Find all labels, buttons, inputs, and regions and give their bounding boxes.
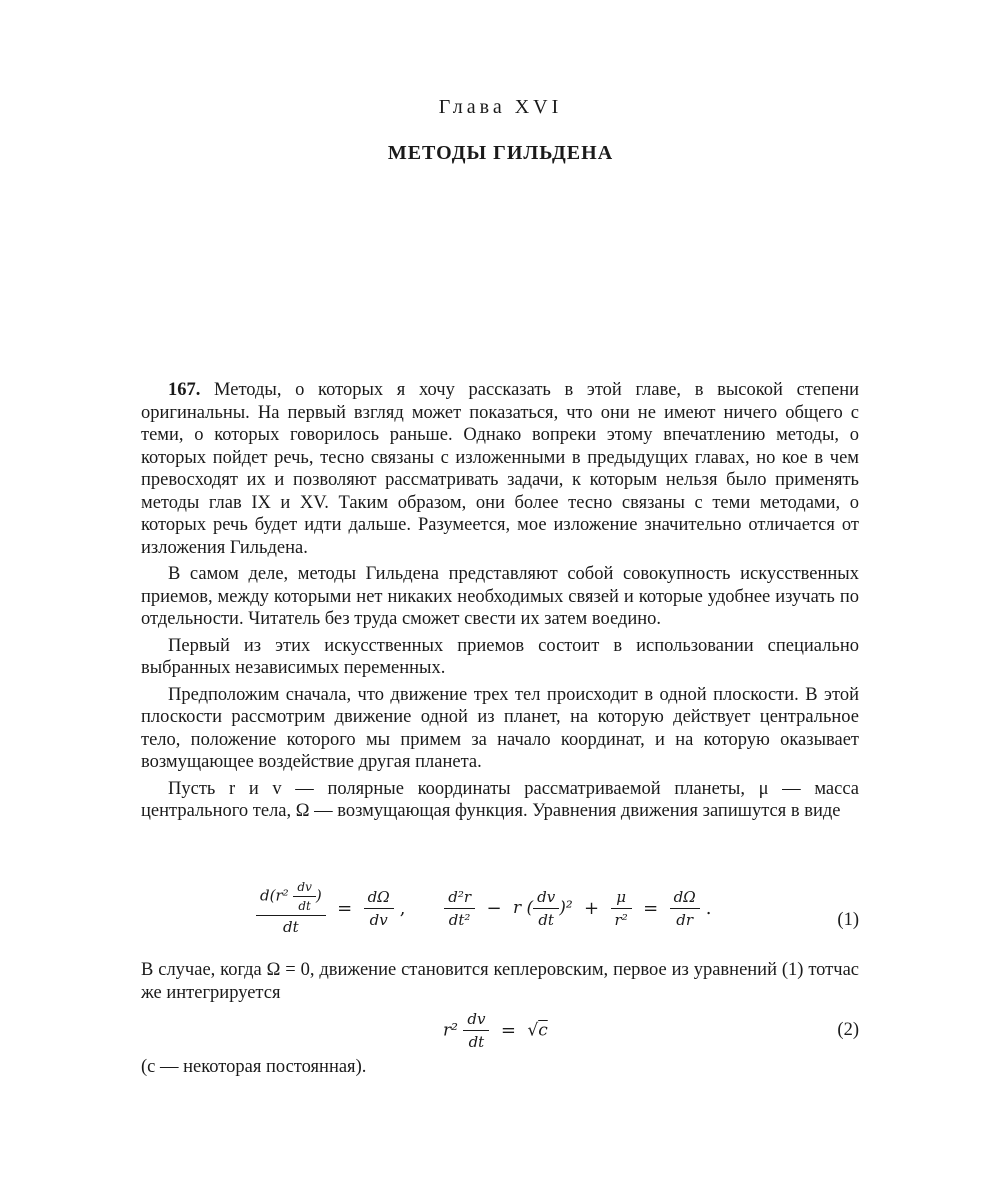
paragraph-3: Первый из этих искусственных приемов состоит в использовании специально выбранных независимых переменных. <box>141 635 859 678</box>
after-equation-1 <box>141 959 859 1004</box>
paragraph-2: В самом деле, методы Гильдена представляют собой совокупность искусственных приемов, между которыми нет никаких необходимых связей и которые удобнее изучать по отдельности. Читатель без труда сможет свести их затем воедино. <box>141 564 859 629</box>
chapter-title: МЕТОДЫ ГИЛЬДЕНА <box>387 142 614 164</box>
after-equation-2-text: (c — некоторая постоянная). <box>141 1057 367 1077</box>
equation-1-number: (1) <box>837 910 859 930</box>
paragraph-1 <box>141 379 859 559</box>
equation-2 <box>141 1010 859 1060</box>
paragraph-1-text: Методы, о которых я хочу рассказать в этой главе, в высокой степени оригинальны. На первый взгляд может показаться, что они не имеют ничего общего с теми, о которых говорилось раньше. Однако вопреки этому впечатлению методы, о которых пойдет речь, тесно связаны с изложенными в предыдущих главах, но кое в чем превосходят их и позволяют рассматривать задачи, к которым нельзя было применять методы глав IX и XV. Таким образом, они более тесно связаны с теми методами, о которых речь будет идти дальше. Разумеется, мое изложение значительно отличается от изложения Гильдена. <box>141 380 860 558</box>
after-equation-1-text: В случае, когда Ω = 0, движение становится кеплеровским, первое из уравнений (1) тотчас же интегрируется <box>141 960 859 1003</box>
equation-2-formula: r² $\frac{dv}{dt}$ = √c <box>443 1010 548 1051</box>
equation-2-number: (2) <box>837 1020 859 1040</box>
chapter-label: Глава XVI <box>438 96 563 118</box>
section-number: 167. <box>168 380 201 400</box>
equation-1 <box>141 880 859 960</box>
after-equation-2 <box>141 1056 859 1079</box>
body-text <box>141 379 859 827</box>
paragraph-5: Пусть r и v — полярные координаты рассматриваемой планеты, μ — масса центрального тела, Ω — возмущающая функция. Уравнения движения запишутся в виде <box>141 778 859 821</box>
equation-1-formula: d(r² $\frac{dv}{dt}$ ) dt = $\frac{d\Omega}{dv}$ , $\frac{\text{d²r}}{\text{dt²}}$ − r ( $\frac{dv}{dt}$ )² + $\frac{\mu}{\text{r²}}$ = $\frac{d\Omega}{dr}$ . <box>256 880 717 936</box>
paragraph-4: Предположим сначала, что движение трех тел происходит в одной плоскости. В этой плоскости рассмотрим движение одной из планет, на которую действует центральное тело, положение которого мы примем за начало координат, и на которую оказывает возмущающее воздействие другая планета. <box>141 684 859 772</box>
